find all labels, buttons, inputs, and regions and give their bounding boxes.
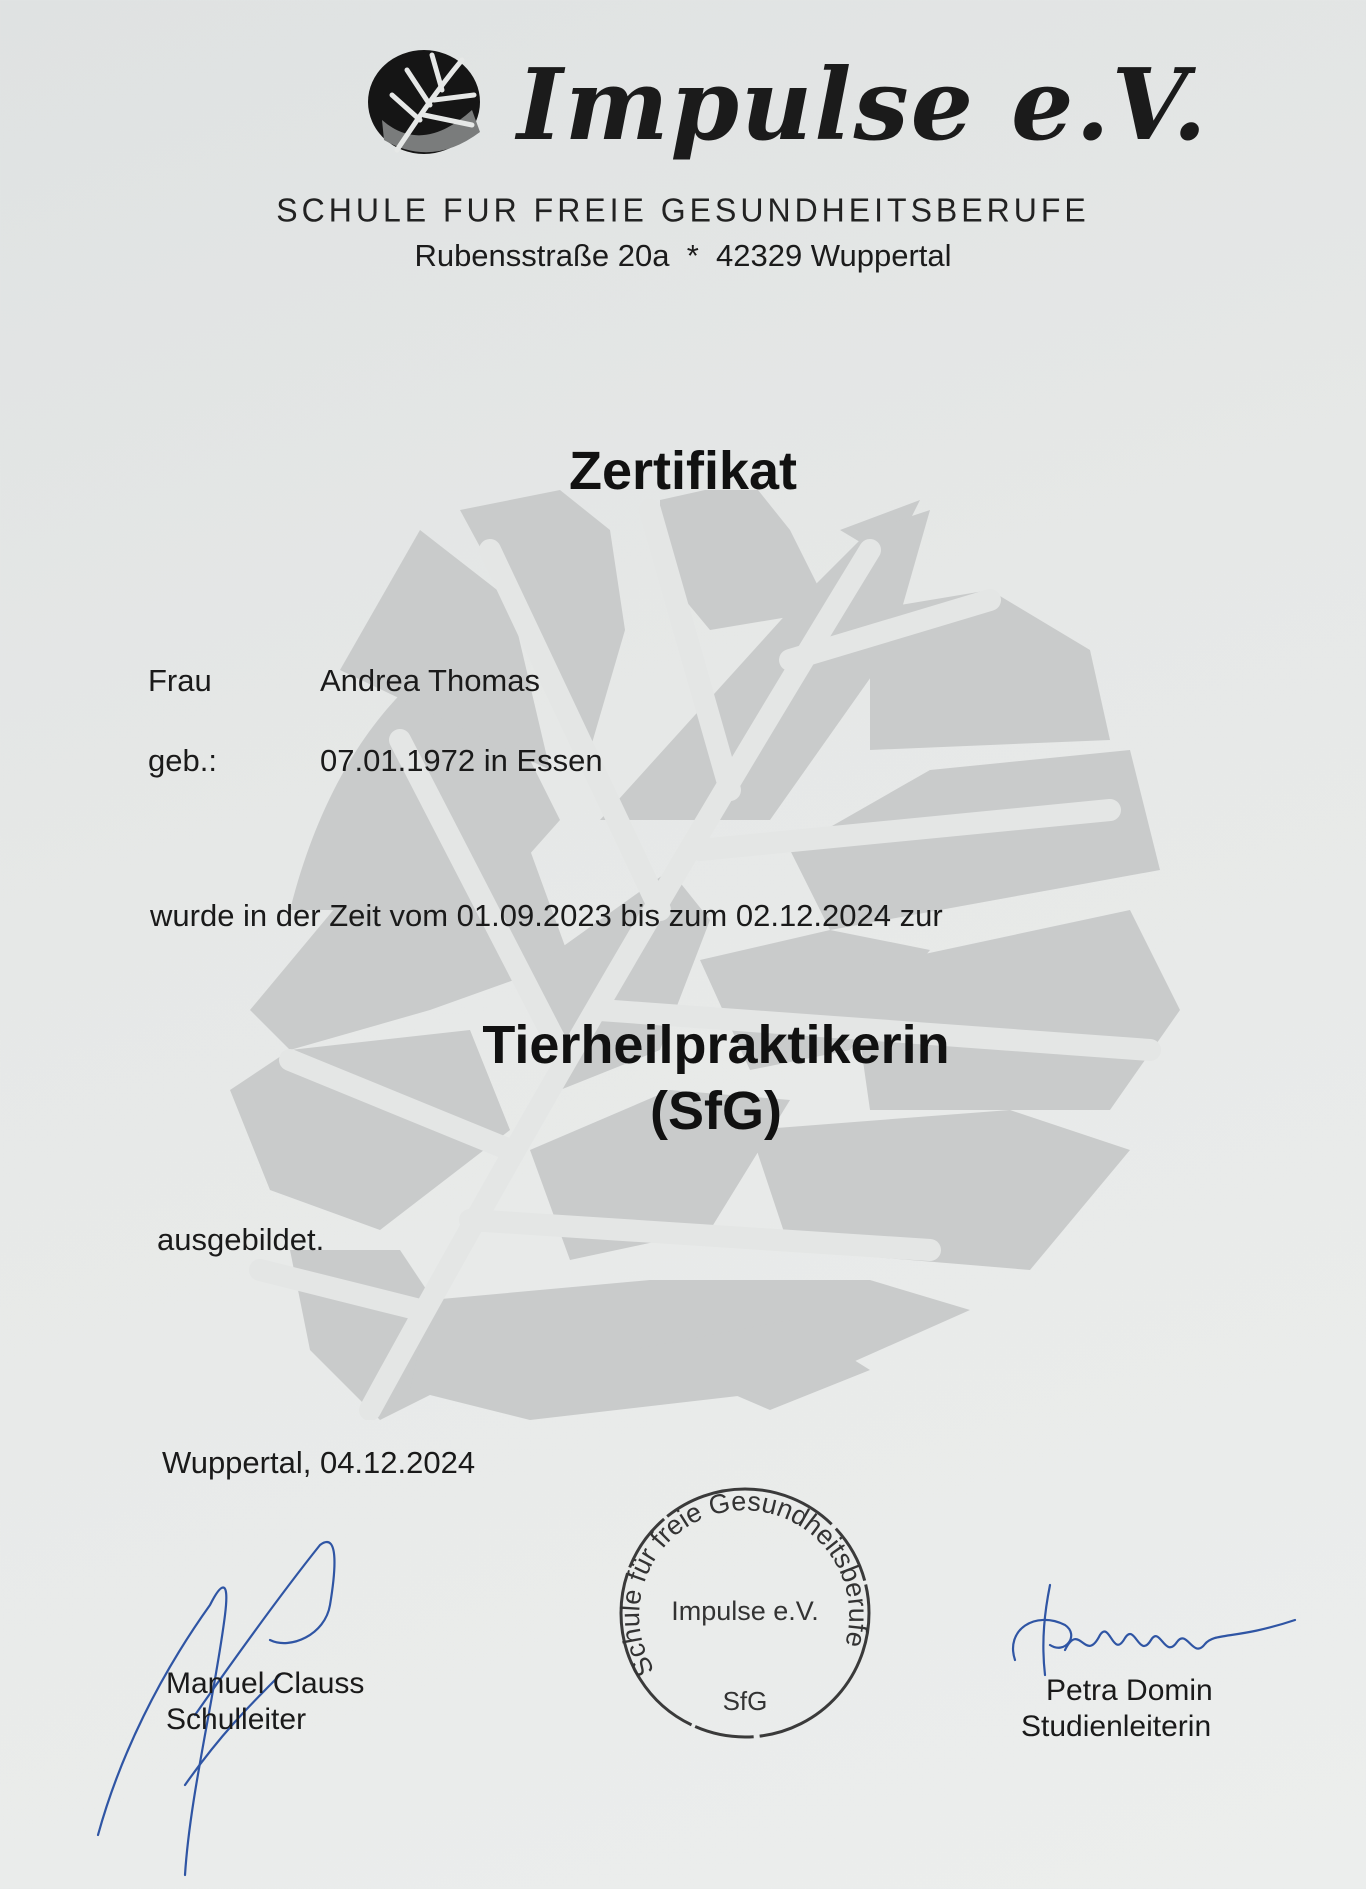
right-signatory-name-wrap (1046, 1673, 1213, 1709)
organization-name: Impulse e.V. (517, 48, 1209, 163)
closing-text: ausgebildet. (157, 1222, 325, 1257)
organization-logo (362, 40, 1209, 170)
leaf-icon (362, 40, 492, 170)
birth-label: geb.: (148, 743, 217, 778)
right-signatory-role: Studienleiterin (1021, 1710, 1212, 1743)
school-name: SCHULE FUR FREIE GESUNDHEITSBERUFE (276, 191, 1090, 229)
seal-ring-text: Schule für freie Gesundheitsberufe (615, 1486, 874, 1682)
period-text: wurde in der Zeit vom 01.09.2023 bis zum 02.12.2024 zur (150, 898, 943, 933)
seal-bottom-text: SfG (722, 1686, 768, 1716)
seal-center-text: Impulse e.V. (671, 1596, 819, 1626)
left-signatory-name: Manuel Clauss (166, 1667, 365, 1700)
left-signatory (166, 1666, 364, 1738)
leaf-watermark-icon (230, 490, 1190, 1420)
course-title-line2: (SfG) (650, 1081, 782, 1141)
course-title-line1: Tierheilpraktikerin (482, 1015, 950, 1075)
course-title (0, 1012, 1366, 1144)
right-signatory-name: Petra Domin (1046, 1674, 1213, 1707)
place-date: Wuppertal, 04.12.2024 (162, 1445, 476, 1480)
right-signatory-role-wrap (1021, 1709, 1211, 1745)
school-address: Rubensstraße 20a * 42329 Wuppertal (414, 238, 952, 273)
left-signatory-role: Schulleiter (166, 1703, 307, 1736)
birth-value: 07.01.1972 in Essen (320, 743, 603, 778)
salutation-label: Frau (148, 663, 212, 698)
school-seal (610, 1478, 880, 1748)
certificate-title: Zertifikat (568, 441, 798, 501)
recipient-name: Andrea Thomas (320, 663, 540, 698)
